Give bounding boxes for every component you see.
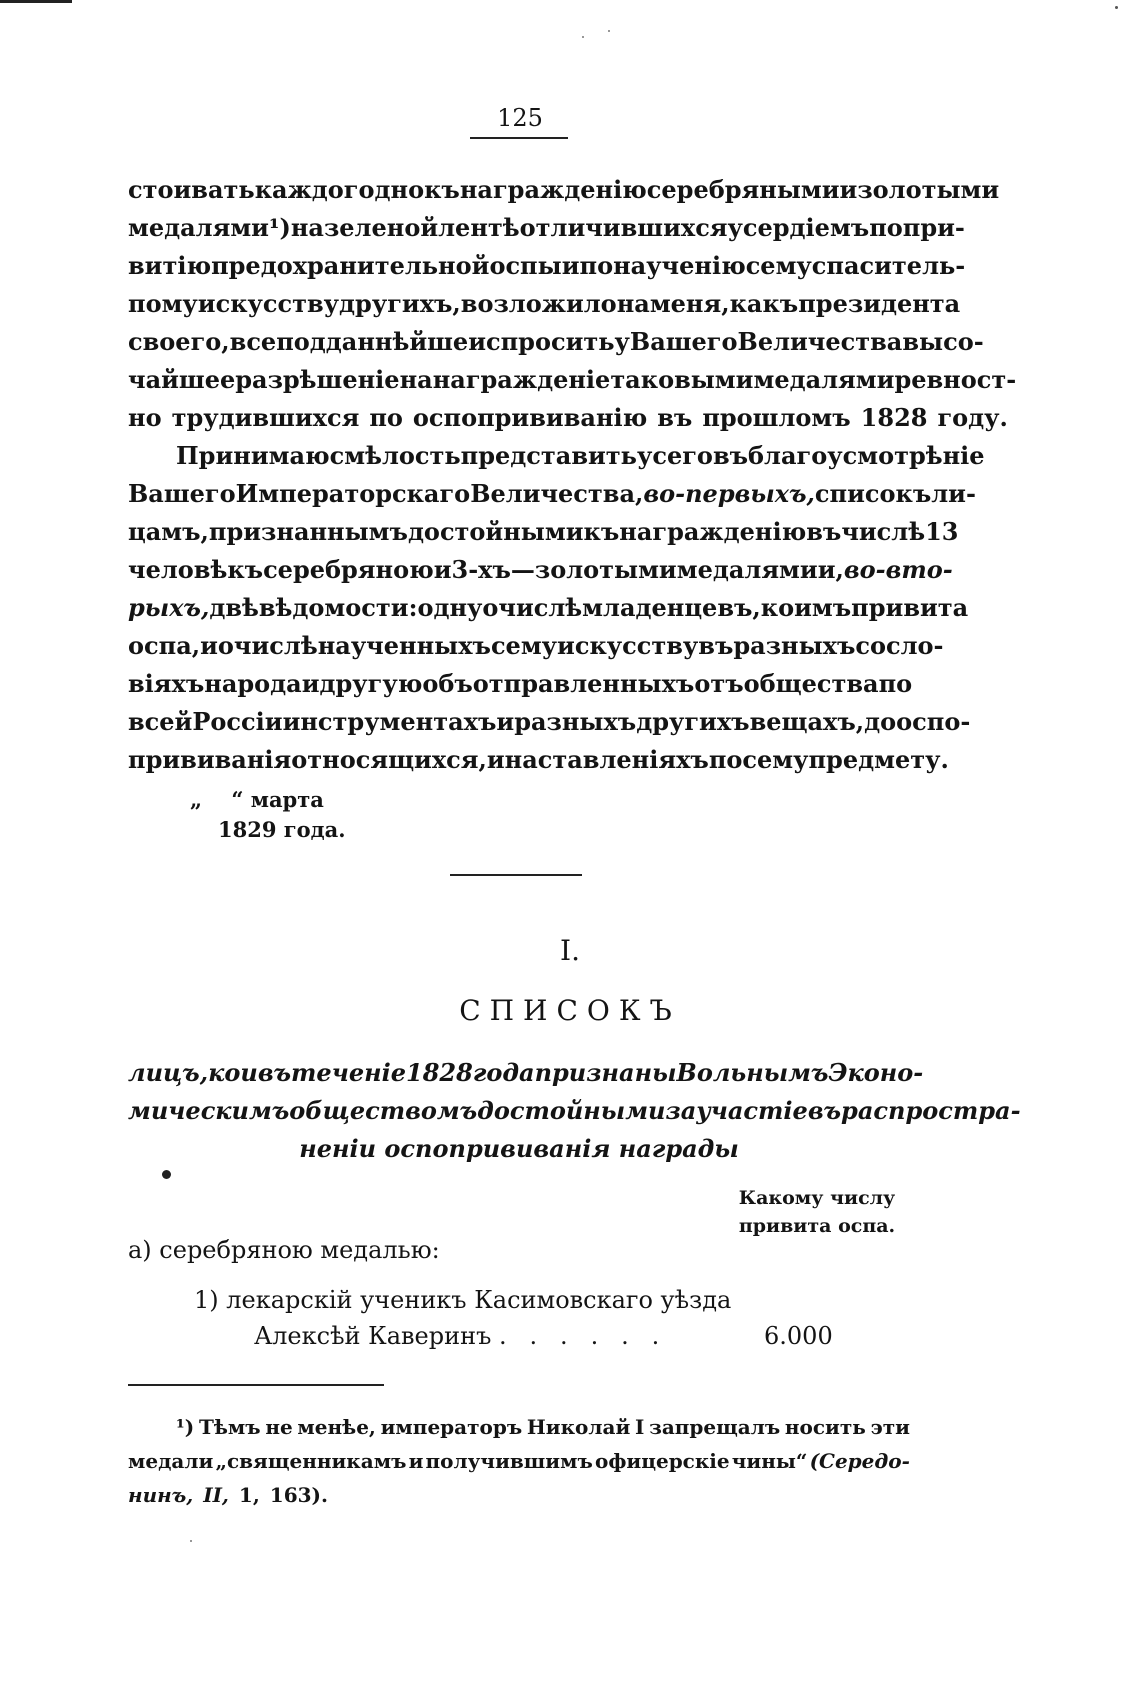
- word: достойными: [407, 517, 584, 546]
- word: своего,: [128, 327, 230, 356]
- word: ¹): [176, 1415, 195, 1439]
- word: императоръ: [380, 1415, 523, 1439]
- word: каждогодно: [254, 175, 425, 204]
- text-line: [128, 285, 961, 323]
- word: по: [869, 213, 903, 242]
- word: и: [200, 631, 218, 660]
- word: года: [472, 1058, 535, 1087]
- word: Тѣмъ: [198, 1415, 261, 1439]
- word: наставленіяхъ: [504, 745, 709, 774]
- text-line: [128, 627, 944, 665]
- word: одну: [417, 593, 483, 622]
- text-line: [128, 171, 1000, 209]
- text-line: [128, 437, 985, 475]
- word: 3-хъ—золотыми: [451, 555, 677, 584]
- word: числѣ: [841, 517, 926, 546]
- word: разныхъ: [733, 631, 856, 660]
- list-entry-value: 6.000: [764, 1322, 833, 1350]
- word: цамъ,: [128, 517, 209, 546]
- footnote-line: [128, 1410, 910, 1444]
- word: предмету.: [808, 745, 949, 774]
- text-line: [128, 589, 969, 627]
- word: 1,: [238, 1483, 260, 1507]
- text-line: [128, 703, 971, 741]
- list-entry-name: Алексѣй Каверинъ . . . . . .: [254, 1322, 660, 1350]
- word: благоусмотрѣніе: [748, 441, 985, 470]
- word: кои: [208, 1058, 258, 1087]
- word: испросить: [468, 327, 615, 356]
- dateline-year: 1829 года.: [218, 817, 346, 842]
- word: сосло-: [855, 631, 944, 660]
- word: прошломъ: [702, 403, 851, 432]
- word: золотыми: [857, 175, 1000, 204]
- word: теченіе: [291, 1058, 407, 1087]
- word: относящихся,: [291, 745, 487, 774]
- word: и,: [817, 555, 844, 584]
- footnote-ref: ¹): [268, 213, 291, 242]
- word: общества: [743, 669, 879, 698]
- word: спаситель-: [811, 251, 966, 280]
- word: оспа,: [128, 631, 201, 660]
- word: на: [399, 365, 433, 394]
- word: и: [433, 555, 452, 584]
- word: чины“: [731, 1449, 808, 1473]
- list-entry: 1) лекарскій ученикъ Касимовскаго уѣзда: [194, 1286, 732, 1314]
- word: меня,: [649, 289, 730, 318]
- word: и: [486, 745, 505, 774]
- word: стоивать: [128, 175, 255, 204]
- word: въ: [807, 1096, 842, 1125]
- word: объ: [422, 669, 473, 698]
- word: числѣ: [498, 593, 583, 622]
- word: возложило: [460, 289, 617, 318]
- word: инструментахъ: [282, 707, 497, 736]
- word: распростра-: [841, 1096, 1021, 1125]
- word: и: [839, 175, 858, 204]
- word: на: [290, 213, 324, 242]
- word: по: [878, 669, 913, 698]
- word: двѣ: [209, 593, 259, 622]
- word: коимъ: [760, 593, 852, 622]
- word: награжденію: [459, 175, 647, 204]
- list-heading: а) серебряною медалью:: [128, 1236, 440, 1264]
- text-line: [128, 399, 1008, 437]
- word: президента: [798, 289, 961, 318]
- word: наученныхъ: [317, 631, 491, 660]
- word: и: [301, 669, 320, 698]
- word: витію: [128, 251, 212, 280]
- word: по: [579, 251, 614, 280]
- word: 1828: [406, 1058, 473, 1087]
- word: достойными: [477, 1096, 666, 1125]
- text-line: [128, 361, 1017, 399]
- section-title: СПИСОКЪ: [459, 994, 681, 1027]
- word: эти: [870, 1415, 910, 1439]
- word: до: [864, 707, 897, 736]
- word: прививанія: [128, 745, 292, 774]
- page-number-rule: [470, 137, 568, 139]
- word: рыхъ,: [128, 593, 210, 622]
- word: другихъ: [636, 707, 750, 736]
- word: высо-: [902, 327, 984, 356]
- word: нинъ,: [128, 1483, 194, 1507]
- column-header: Какому числу привита оспа.: [738, 1187, 896, 1237]
- corner-speck: [1115, 6, 1118, 9]
- word: другихъ,: [339, 289, 461, 318]
- word: въ: [657, 403, 693, 432]
- word: Императорскаго: [235, 479, 471, 508]
- word: числѣ: [233, 631, 318, 660]
- footnote-rule: [128, 1384, 384, 1386]
- word: всей: [128, 707, 193, 736]
- word: оспопрививанію: [412, 403, 648, 432]
- word: вѣдомости:: [258, 593, 418, 622]
- word: носить: [784, 1415, 866, 1439]
- word: о: [482, 593, 499, 622]
- word: при-: [902, 213, 965, 242]
- word: Вашего: [128, 479, 236, 508]
- word: признаны: [534, 1058, 677, 1087]
- word: во-первыхъ,: [643, 479, 815, 508]
- word: по: [708, 745, 743, 774]
- word: искусству: [197, 289, 340, 318]
- footnote-line: [128, 1478, 910, 1512]
- word: всеподданнѣйше: [229, 327, 469, 356]
- word: II,: [203, 1483, 229, 1507]
- text-line: [128, 551, 953, 589]
- word: віяхъ: [128, 669, 205, 698]
- dateline-month: „ “ марта: [190, 787, 324, 812]
- word: лентѣ: [438, 213, 520, 242]
- text-line: [128, 247, 966, 285]
- word: участіе: [696, 1096, 808, 1125]
- word: у: [636, 441, 653, 470]
- word: пому: [128, 289, 198, 318]
- corner-rule: [0, 0, 72, 3]
- subtitle-line: [128, 1130, 910, 1168]
- text-line: [128, 209, 965, 247]
- paragraph-2: [128, 437, 985, 779]
- word: 163).: [269, 1483, 328, 1507]
- word: награжденіе: [432, 365, 611, 394]
- word: медалями: [676, 555, 818, 584]
- word: серебряною: [263, 555, 434, 584]
- word: 1828: [860, 403, 928, 432]
- word: Вашего: [629, 327, 738, 356]
- word: предохранительной: [211, 251, 490, 280]
- word: мическимъ: [128, 1096, 290, 1125]
- section-subtitle: [128, 1054, 1021, 1168]
- word: ревност-: [894, 365, 1017, 394]
- word: и: [408, 1449, 424, 1473]
- text-line: [128, 475, 976, 513]
- word: сему: [742, 745, 809, 774]
- word: на: [616, 289, 650, 318]
- word: о: [217, 631, 234, 660]
- word: оспы: [489, 251, 562, 280]
- speck: [608, 30, 610, 32]
- subtitle-line: [128, 1092, 1021, 1130]
- word: Россіи: [192, 707, 283, 736]
- word: отъ: [694, 669, 744, 698]
- word: Вольнымъ: [676, 1058, 829, 1087]
- text-line: [128, 741, 949, 779]
- word: „священникамъ: [215, 1449, 407, 1473]
- word: привита: [851, 593, 969, 622]
- word: списокъ: [814, 479, 932, 508]
- word: Николай: [526, 1415, 631, 1439]
- word: ли-: [931, 479, 976, 508]
- word: трудившихся: [171, 403, 360, 432]
- dateline: [190, 785, 346, 845]
- word: запрещалъ: [649, 1415, 781, 1439]
- word: медалями: [128, 213, 269, 242]
- word: въ: [257, 1058, 292, 1087]
- word: I: [635, 1415, 645, 1439]
- word: серебряными: [646, 175, 840, 204]
- word: смѣлость: [329, 441, 461, 470]
- word: сему: [745, 251, 812, 280]
- page-number: 125: [497, 104, 543, 132]
- word: отличившихся: [519, 213, 728, 242]
- word: менѣе,: [297, 1415, 376, 1439]
- word: (Середо-: [809, 1449, 910, 1473]
- paragraph-1: [128, 171, 1017, 437]
- word: не: [265, 1415, 293, 1439]
- word: зеленой: [323, 213, 439, 242]
- word: какъ: [729, 289, 799, 318]
- word: къ: [424, 175, 460, 204]
- word: сему: [490, 631, 558, 660]
- word: получившимъ: [425, 1449, 593, 1473]
- word: младенцевъ,: [582, 593, 761, 622]
- word: въ: [712, 441, 749, 470]
- word: другую: [319, 669, 423, 698]
- word: лицъ,: [128, 1058, 209, 1087]
- text-line: [128, 513, 959, 551]
- word: въ: [806, 517, 842, 546]
- word: чайшее: [128, 365, 236, 394]
- word: сего: [652, 441, 713, 470]
- word: разрѣшеніе: [235, 365, 400, 394]
- body-text: [128, 171, 1017, 779]
- word: по: [369, 403, 403, 432]
- footnote-line: [128, 1444, 910, 1478]
- text-line: [128, 323, 984, 361]
- word: таковыми: [610, 365, 754, 394]
- word: искусству: [557, 631, 699, 660]
- word: человѣкъ: [128, 555, 264, 584]
- footnote: [128, 1410, 910, 1512]
- section-separator: [450, 874, 582, 876]
- word: году.: [937, 403, 1008, 432]
- word: разныхъ: [514, 707, 637, 736]
- section-number: I.: [560, 934, 580, 967]
- word: офицерскіе: [594, 1449, 730, 1473]
- word: представить: [460, 441, 637, 470]
- word: Принимаю: [176, 441, 330, 470]
- word: въ: [698, 631, 734, 660]
- word: отправленныхъ: [472, 669, 695, 698]
- word: 13: [925, 517, 959, 546]
- word: за: [665, 1096, 697, 1125]
- word: и: [496, 707, 515, 736]
- word: у: [614, 327, 630, 356]
- word: вещахъ,: [749, 707, 865, 736]
- word: оспо-: [896, 707, 971, 736]
- word: признаннымъ: [208, 517, 408, 546]
- ink-dot: [162, 1170, 171, 1179]
- word: награжденію: [619, 517, 807, 546]
- word: обществомъ: [289, 1096, 478, 1125]
- word: къ: [583, 517, 620, 546]
- word: Величества,: [470, 479, 644, 508]
- word: усердіемъ: [727, 213, 870, 242]
- speck: [582, 36, 584, 38]
- word: медалями: [753, 365, 895, 394]
- word: народа: [204, 669, 302, 698]
- word: во-вто-: [843, 555, 953, 584]
- subtitle-line: [128, 1054, 924, 1092]
- word: медали: [128, 1449, 214, 1473]
- word: Эконо-: [828, 1058, 924, 1087]
- word: неніи оспопрививанія награды: [299, 1134, 739, 1163]
- word: наученію: [613, 251, 746, 280]
- speck: [190, 1540, 192, 1542]
- text-line: [128, 665, 913, 703]
- word: Величества: [737, 327, 903, 356]
- word: и: [561, 251, 580, 280]
- word: но: [128, 403, 162, 432]
